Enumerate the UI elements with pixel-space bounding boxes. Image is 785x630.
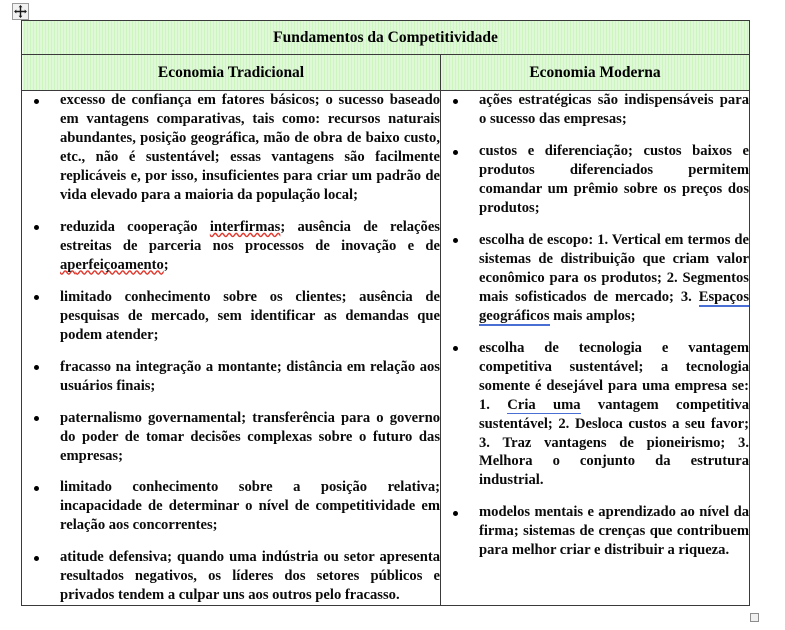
- traditional-bullet-item: [22, 409, 440, 466]
- bullet-dot-icon: [453, 99, 458, 104]
- text-run: atitude defensiva; quando uma indústria ou setor apresenta resultados negativos, os líderes dos setores públicos e privados tendem a culpar uns aos outros pelo fracasso.: [60, 549, 440, 604]
- bullet-dot-icon: [34, 225, 39, 230]
- text-run: ações estratégicas são indispensáveis para o sucesso das empresas;: [479, 92, 749, 127]
- bullet-dot-icon: [34, 486, 39, 491]
- modern-economy-bullet-list: [441, 91, 749, 560]
- bullet-dot-icon: [34, 556, 39, 561]
- traditional-bullet-text: [60, 92, 440, 203]
- spellcheck-underlined-text: ap: [60, 256, 76, 273]
- modern-bullet-text: [479, 143, 749, 216]
- column-header-modern: Economia Moderna: [441, 55, 750, 91]
- table-move-handle[interactable]: [12, 3, 29, 20]
- spellcheck-underlined-text: interfirmas: [209, 218, 281, 235]
- traditional-economy-bullet-list: [22, 91, 440, 605]
- modern-bullet-item: [441, 231, 749, 326]
- modern-bullet-item: [441, 91, 749, 129]
- text-run: escolha de tecnologia e vantagem competitiva sustentável; a tecnologia somente é desejável para uma empresa se: 1.: [479, 339, 749, 413]
- text-run: ; ausência de relações estreitas de parceria nos processos de inovação e de: [60, 218, 440, 254]
- traditional-bullet-text: [60, 359, 440, 394]
- text-run: custos e diferenciação; custos baixos e produtos diferenciados permitem comandar um prêmio sobre os preços dos produtos;: [479, 142, 749, 216]
- traditional-bullet-item: [22, 288, 440, 345]
- text-run: escolha de escopo: 1. Vertical em termos de sistemas de distribuição que criam valor econômico para os produtos; 2. Segmentos mais sofisticados de mercado; 3.: [479, 231, 749, 305]
- text-run: mais amplos;: [549, 307, 636, 324]
- move-cross-icon: [13, 4, 28, 19]
- table-resize-handle[interactable]: [750, 613, 759, 622]
- cell-traditional-economy: [22, 91, 441, 606]
- traditional-bullet-item: [22, 548, 440, 605]
- modern-bullet-item: [441, 339, 749, 491]
- bullet-dot-icon: [34, 365, 39, 370]
- text-run: paternalismo governamental; transferência para o governo do poder de tomar decisões complexas sobre o futuro das empresas;: [60, 409, 440, 464]
- modern-bullet-text: [479, 340, 749, 489]
- text-run: modelos mentais e aprendizado ao nível da firma; sistemas de crenças que contribuem para melhor criar e distribuir a riqueza.: [479, 504, 749, 559]
- bullet-dot-icon: [453, 150, 458, 155]
- column-header-traditional: Economia Tradicional: [22, 55, 441, 91]
- traditional-bullet-text: [60, 410, 440, 464]
- traditional-bullet-text: [60, 549, 440, 603]
- grammar-underlined-text: Cria uma: [507, 396, 581, 413]
- modern-bullet-text: [479, 92, 749, 127]
- modern-bullet-item: [441, 142, 749, 218]
- bullet-dot-icon: [34, 99, 39, 104]
- modern-bullet-text: [479, 232, 749, 326]
- table-title: Fundamentos da Competitividade: [22, 21, 750, 55]
- traditional-bullet-item: [22, 478, 440, 535]
- bullet-dot-icon: [34, 416, 39, 421]
- text-run: reduzida cooperação: [60, 218, 210, 235]
- text-run: excesso de confiança em fatores básicos; o sucesso baseado em vantagens comparativas, tais como: recursos naturais abundantes, posição geográfica, mão de obra de baixo custo, etc., não é sustentável; essas vantagens são facilmente replicáveis e, por isso, insuficientes para criar um padrão de vida elevado para a maioria da população local;: [60, 92, 440, 203]
- bullet-dot-icon: [453, 238, 458, 243]
- table-header-row: [22, 55, 750, 91]
- traditional-bullet-item: [22, 218, 440, 275]
- competitiveness-table: [21, 20, 750, 606]
- traditional-bullet-item: [22, 358, 440, 396]
- spellcheck-underlined-text: erfeiçoamento: [75, 256, 164, 273]
- text-run: vantagem competitiva sustentável; 2. Desloca custos a seu favor; 3. Traz vantagens de pioneirismo; 3. Melhora o conjunto da estrutura industrial.: [479, 396, 750, 489]
- text-run: ;: [163, 256, 169, 273]
- traditional-bullet-text: [60, 479, 440, 533]
- text-run: fracasso na integração a montante; distância em relação aos usuários finais;: [60, 358, 440, 394]
- bullet-dot-icon: [453, 346, 458, 351]
- modern-bullet-text: [479, 504, 749, 558]
- table-title-row: [22, 21, 750, 55]
- bullet-dot-icon: [453, 511, 458, 516]
- cell-modern-economy: [441, 91, 750, 606]
- bullet-dot-icon: [34, 295, 39, 300]
- text-run: limitado conhecimento sobre os clientes; ausência de pesquisas de mercado, sem identificar as demandas que podem atender;: [60, 288, 440, 343]
- grammar-underlined-text: Espaços geográficos: [479, 288, 749, 324]
- traditional-bullet-text: [60, 289, 440, 343]
- traditional-bullet-item: [22, 91, 440, 205]
- traditional-bullet-text: [60, 219, 440, 273]
- text-run: limitado conhecimento sobre a posição relativa; incapacidade de determinar o nível de competitividade em relação aos concorrentes;: [60, 479, 440, 534]
- table-body-row: [22, 91, 750, 606]
- modern-bullet-item: [441, 503, 749, 560]
